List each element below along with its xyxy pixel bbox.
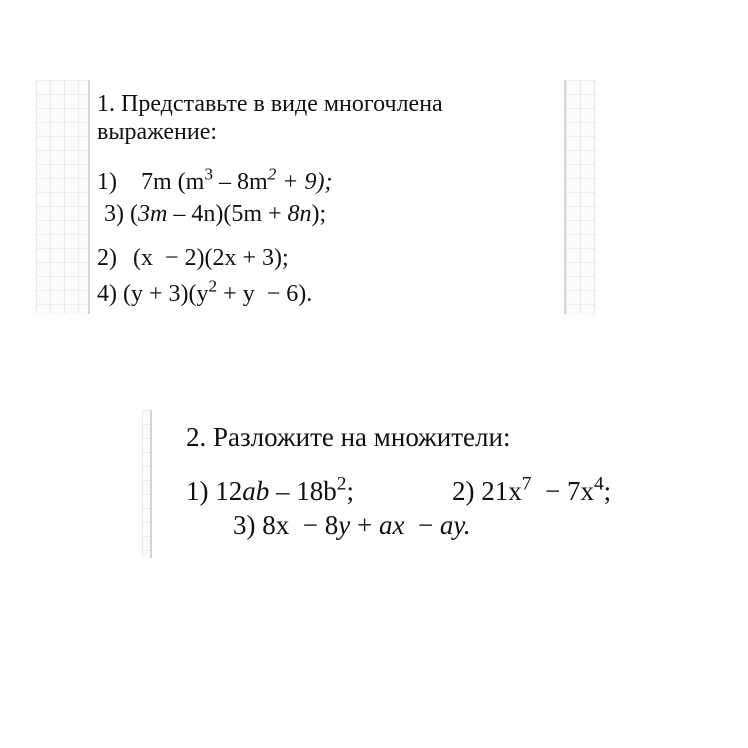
expr-part: 8x − 8 bbox=[262, 510, 339, 540]
exponent: 2 bbox=[336, 473, 347, 495]
expr-part: ay. bbox=[439, 510, 471, 540]
task1-item2 bbox=[97, 246, 289, 270]
task2-item3 bbox=[233, 512, 471, 539]
exponent: 3 bbox=[204, 164, 213, 184]
expr-part: ax bbox=[378, 510, 405, 540]
expr-part: ( bbox=[130, 201, 138, 227]
grid-strip-left bbox=[36, 80, 90, 314]
item-number: 1) bbox=[186, 476, 209, 506]
task2-title: 2. Разложите на множители: bbox=[186, 422, 511, 452]
exponent: 7 bbox=[521, 473, 532, 495]
expr-part: + bbox=[350, 510, 379, 540]
expr-part: (y + 3)(y bbox=[123, 281, 209, 307]
grid-strip-right bbox=[566, 80, 596, 314]
expr-part: 7m (m bbox=[141, 169, 205, 195]
task2-item1 bbox=[186, 473, 354, 506]
item-number: 3) bbox=[104, 201, 124, 227]
task1-item1 bbox=[97, 164, 333, 195]
expr-part: 21x bbox=[481, 476, 522, 506]
task1-title-line2: выражение: bbox=[97, 119, 218, 145]
expr-part: ; bbox=[346, 476, 354, 506]
item-number: 2) bbox=[97, 245, 117, 271]
expr-part: 8n bbox=[287, 201, 312, 227]
expr-part: ); bbox=[311, 201, 327, 227]
expr-part: + y − 6). bbox=[217, 281, 313, 307]
expr-part: − bbox=[404, 510, 440, 540]
expr-part: + 9); bbox=[276, 169, 333, 195]
expr-part: 3m bbox=[138, 201, 168, 227]
item-number: 2) bbox=[452, 476, 475, 506]
expr-part: – 4n)(5m + bbox=[167, 201, 288, 227]
expr-part: (x − 2)(2x + 3); bbox=[133, 245, 289, 271]
item-number: 1) bbox=[97, 169, 117, 195]
exponent: 2 bbox=[267, 164, 277, 184]
task2-item2 bbox=[452, 473, 612, 506]
item-number: 4) bbox=[97, 281, 117, 307]
exponent: 2 bbox=[208, 276, 218, 296]
expr-part: ; bbox=[603, 476, 612, 506]
expr-part: – 18b bbox=[269, 476, 337, 506]
exponent: 4 bbox=[593, 473, 604, 495]
task1-title-line1: 1. Представьте в виде многочлена bbox=[97, 91, 443, 117]
sheet-edge bbox=[88, 80, 90, 314]
expr-part: y bbox=[338, 510, 351, 540]
sheet-edge bbox=[150, 410, 152, 558]
expr-part: – 8m bbox=[212, 169, 268, 195]
expr-part: − 7x bbox=[531, 476, 594, 506]
task1-item4 bbox=[97, 276, 313, 307]
expr-part: 12 bbox=[215, 476, 243, 506]
expr-part: ab bbox=[242, 476, 270, 506]
item-number: 3) bbox=[233, 510, 256, 540]
task1-item3 bbox=[104, 202, 326, 226]
sheet-edge bbox=[564, 80, 566, 314]
